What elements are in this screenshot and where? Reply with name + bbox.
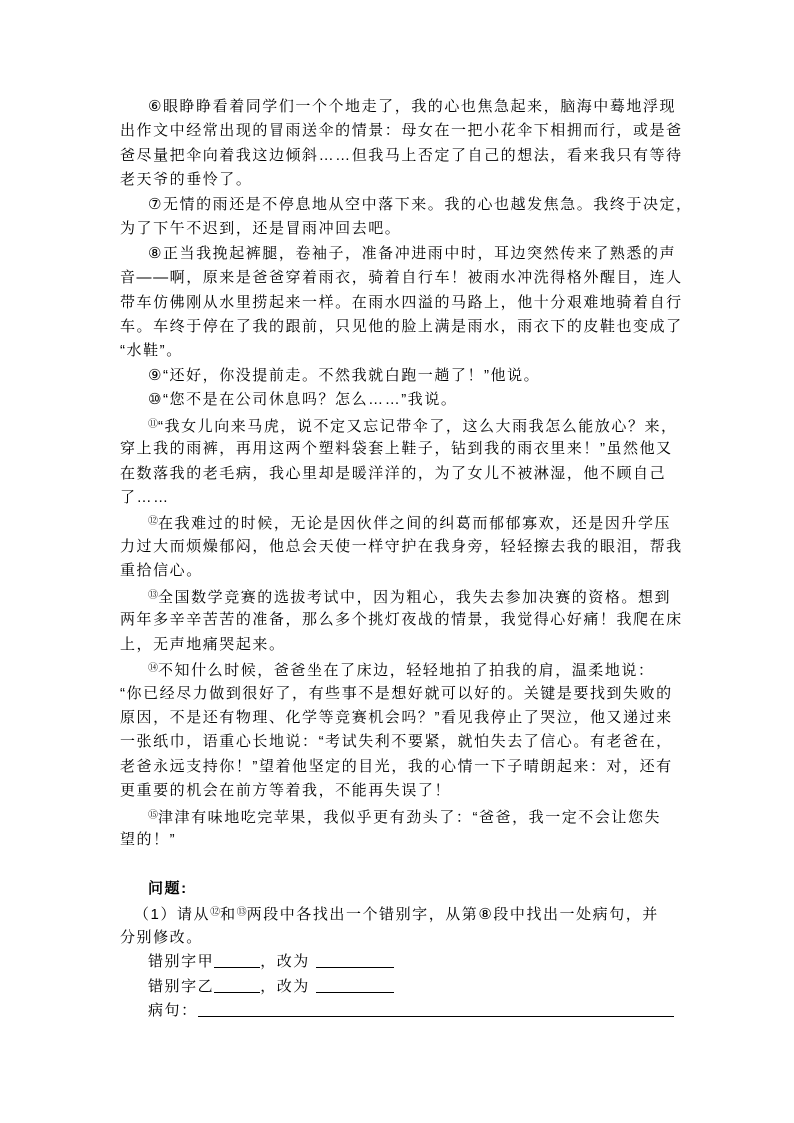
- paragraph-number: ⑬: [148, 589, 158, 601]
- paragraph-line: [120, 339, 680, 363]
- line-text: 在数落我的老毛病，我心里却是暖洋洋的，为了女儿不被淋湿，他不顾自己: [120, 464, 667, 482]
- paragraph-number: ⑥: [148, 98, 163, 115]
- paragraph-line: [120, 364, 680, 388]
- paragraph-line: [120, 804, 680, 828]
- paragraph-number: ⑪: [148, 418, 158, 430]
- line-text: “你已经尽力做到很好了，有些事不是想好就可以好的。关键是要找到失败的: [120, 684, 673, 702]
- sentence-label: 病句：: [148, 1002, 198, 1020]
- line-text: 车。车终于停在了我的跟前，只见他的脸上满是雨水，雨衣下的皮鞋也变成了: [120, 317, 683, 335]
- paragraph-line: [120, 217, 680, 241]
- paragraph-number: ⑮: [148, 809, 158, 821]
- change-to-label: ，改为: [260, 953, 310, 971]
- line-text: 力过大而烦燥郁闷，他总会天使一样守护在我身旁，轻轻擦去我的眼泪，帮我: [120, 537, 683, 555]
- paragraph-line: [120, 486, 680, 510]
- line-text: 一张纸巾，语重心长地说：“考试失利不要紧，就怕失去了信心。有老爸在，: [120, 733, 673, 751]
- paragraph-line: [120, 193, 693, 217]
- paragraph-line: [120, 168, 680, 192]
- paragraph: [120, 364, 680, 388]
- line-text: 全国数学竞赛的选拔考试中，因为粗心，我失去参加决赛的资格。想到: [158, 588, 672, 606]
- paragraph: [120, 242, 683, 364]
- line-text: 穿上我的雨裤，再用这两个塑料袋套上鞋子，钻到我的雨衣里来！”虽然他又: [120, 440, 673, 458]
- paragraph-line: [120, 95, 680, 119]
- q1-rest: 两段中各找出一个错别字，从第⑧段中找出一处病句，并: [246, 906, 659, 924]
- line-text: 眼睁睁看着同学们一个个地走了，我的心也焦急起来，脑海中蓦地浮现: [163, 98, 677, 115]
- paragraph-line: [120, 315, 683, 339]
- q1-and: 和: [220, 906, 237, 924]
- answer-row-sentence: [120, 999, 680, 1023]
- paragraph-line: [120, 608, 683, 632]
- line-text: “我女儿向来马虎，说不定又忘记带伞了，这么大雨我怎么能放心？来，: [158, 417, 678, 435]
- question-1-line2: 分别修改。: [120, 928, 203, 946]
- paragraph-number: ⑧: [148, 244, 163, 262]
- line-text: 了……: [120, 489, 170, 506]
- paragraph-line: [120, 462, 680, 486]
- paragraph-line: [120, 706, 680, 730]
- typo-answer-blank[interactable]: [214, 977, 260, 993]
- line-text: 在我难过的时候，无论是因伙伴之间的纠葛而郁郁寡欢，还是因升学压: [158, 515, 672, 533]
- typo-a-label: 错别字甲: [148, 953, 215, 971]
- paragraph: [120, 388, 680, 412]
- line-text: 爸尽量把伞向着我这边倾斜……但我马上否定了自己的想法，看来我只有等待: [120, 146, 683, 164]
- paragraph-ref: ⑫: [210, 907, 221, 919]
- paragraph-line: [120, 119, 683, 143]
- answer-row-typo-a: [120, 950, 680, 974]
- paragraph-line: [120, 535, 683, 559]
- paragraph-number: ⑫: [148, 516, 158, 528]
- line-text: 为了下午不迟到，还是冒雨冲回去吧。: [120, 220, 402, 238]
- question-1: [120, 901, 680, 925]
- paragraph-line: [120, 437, 680, 461]
- paragraph: [120, 413, 680, 511]
- paragraph: [120, 193, 693, 242]
- paragraph-line: [120, 633, 680, 657]
- paragraph-line: [120, 388, 680, 412]
- paragraph-number: ⑭: [148, 663, 158, 675]
- paragraph-line: [120, 144, 683, 168]
- line-text: 津津有味地吃完苹果，我似乎更有劲头了：“爸爸，我一定不会让您失: [158, 808, 662, 826]
- answer-row-typo-b: [120, 975, 680, 999]
- paragraph-number: ⑩: [148, 391, 163, 409]
- paragraph-line: [120, 266, 683, 290]
- sentence-answer-blank[interactable]: [198, 1001, 674, 1017]
- paragraph-line: [120, 413, 680, 437]
- line-text: 带车仿佛刚从水里捞起来一样。在雨水四溢的马路上，他十分艰难地骑着自行: [120, 293, 683, 311]
- typo-answer-blank[interactable]: [214, 952, 260, 968]
- q1-prefix: （1）请从: [134, 906, 211, 924]
- correction-answer-blank[interactable]: [316, 977, 394, 993]
- question-title: 问题:: [148, 880, 188, 897]
- line-text: 更重要的机会在前方等着我，不能再失误了！: [120, 782, 452, 800]
- paragraph: [120, 657, 680, 804]
- paragraph-ref: ⑬: [236, 907, 247, 919]
- paragraph-line: [120, 291, 683, 315]
- paragraph-line: [120, 828, 680, 852]
- line-text: 原因，不是还有物理、化学等竞赛机会吗？”看见我停止了哭泣，他又递过来: [120, 708, 673, 726]
- paragraph-line: [120, 657, 680, 681]
- change-to-label: ，改为: [260, 977, 310, 995]
- paragraph-line: [120, 584, 680, 608]
- paragraph: [120, 95, 683, 193]
- line-text: 两年多辛辛苦苦的准备，那么多个挑灯夜战的情景，我觉得心好痛！我爬在床: [120, 611, 683, 629]
- line-text: 出作文中经常出现的冒雨送伞的情景：母女在一把小花伞下相拥而行，或是爸: [120, 122, 683, 140]
- line-text: “水鞋”。: [120, 342, 183, 360]
- line-text: 老天爷的垂怜了。: [120, 171, 253, 189]
- paragraph-line: [120, 682, 680, 706]
- paragraph-line: [120, 730, 680, 754]
- paragraph-number: ⑨: [148, 366, 163, 384]
- typo-b-label: 错别字乙: [148, 977, 215, 995]
- line-text: 望的！”: [120, 831, 177, 849]
- paragraph: [120, 804, 680, 853]
- spacer: [120, 853, 680, 877]
- document-body: [120, 95, 693, 1024]
- line-text: 不知什么时候，爸爸坐在了床边，轻轻地拍了拍我的肩，温柔地说：: [158, 662, 655, 680]
- line-text: “还好，你没提前走。不然我就白跑一趟了！”他说。: [163, 366, 541, 384]
- paragraph-line: [120, 242, 680, 266]
- paragraph-line: [120, 755, 680, 779]
- paragraph-number: ⑦: [148, 195, 163, 213]
- paragraph-line: [120, 510, 680, 534]
- line-text: 音——啊，原来是爸爸穿着雨衣，骑着自行车！被雨水冲洗得格外醒目，连人: [120, 269, 683, 287]
- line-text: 正当我挽起裤腿，卷袖子，准备冲进雨中时，耳边突然传来了熟悉的声: [163, 244, 677, 262]
- line-text: 上，无声地痛哭起来。: [120, 635, 286, 653]
- paragraph-line: [120, 779, 680, 803]
- line-text: 无情的雨还是不停息地从空中落下来。我的心也越发焦急。我终于决定，: [163, 195, 693, 213]
- paragraph: [120, 584, 683, 657]
- paragraph: [120, 510, 683, 583]
- paragraph-line: [120, 559, 680, 583]
- line-text: 老爸永远支持你！”望着他坚定的目光，我的心情一下子晴朗起来：对，还有: [120, 757, 673, 775]
- line-text: 重拾信心。: [120, 562, 203, 580]
- correction-answer-blank[interactable]: [316, 952, 394, 968]
- line-text: “您不是在公司休息吗？怎么……”我说。: [163, 391, 458, 409]
